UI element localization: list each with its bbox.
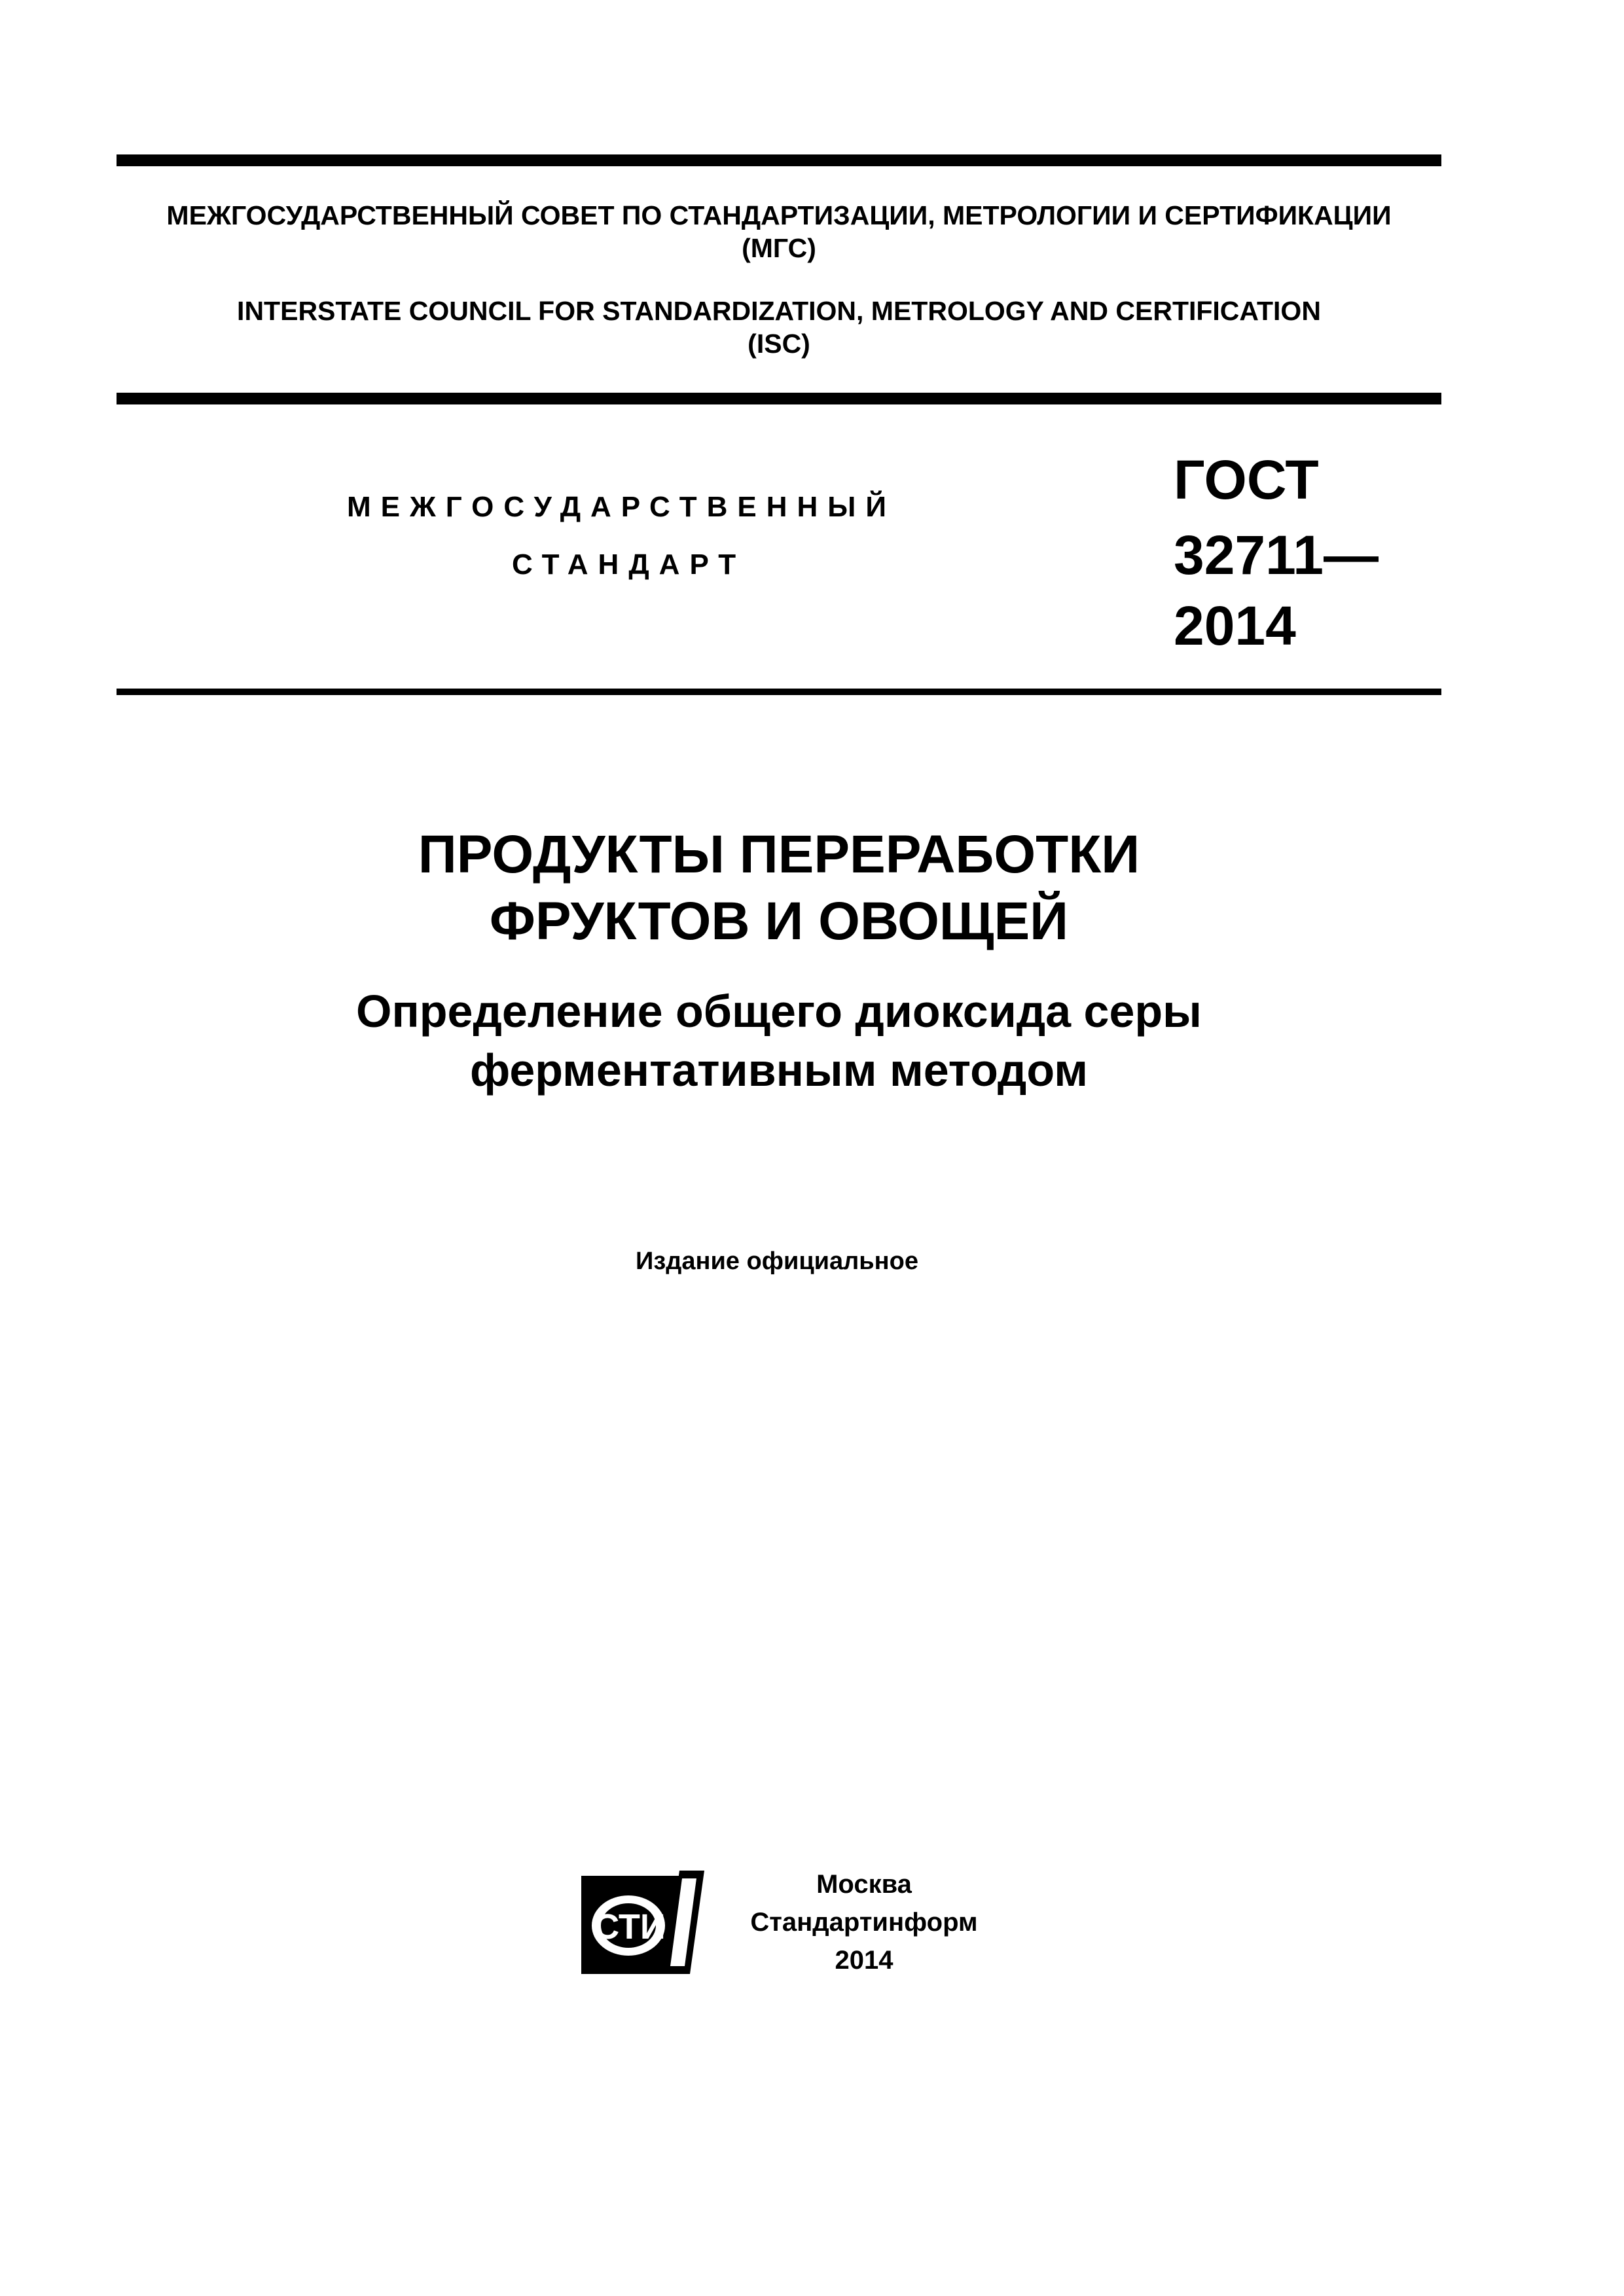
gost-word: ГОСТ <box>1174 449 1319 511</box>
council-abbr-en: (ISC) <box>748 329 810 359</box>
council-name-ru: МЕЖГОСУДАРСТВЕННЫЙ СОВЕТ ПО СТАНДАРТИЗАЦИИ, МЕТРОЛОГИИ И СЕРТИФИКАЦИИ <box>166 200 1392 230</box>
council-abbr-ru: (МГС) <box>742 233 816 263</box>
gost-year: 2014 <box>1174 595 1296 656</box>
title-line2: ФРУКТОВ И ОВОЩЕЙ <box>489 891 1069 951</box>
title-line1: ПРОДУКТЫ ПЕРЕРАБОТКИ <box>418 825 1140 884</box>
standartinform-logo-icon <box>581 1871 704 1974</box>
publisher-name: Стандартинформ <box>750 1908 978 1937</box>
gost-number: 32711— <box>1174 524 1379 586</box>
edition-note: Издание официальное <box>636 1247 918 1275</box>
document-title <box>117 821 1441 955</box>
council-name-en: INTERSTATE COUNCIL FOR STANDARDIZATION, METROLOGY AND CERTIFICATION <box>237 296 1321 326</box>
middle-rule <box>117 393 1441 404</box>
document-subtitle <box>117 982 1441 1100</box>
subtitle-line2: ферментативным методом <box>470 1045 1088 1096</box>
lower-rule <box>117 689 1441 695</box>
publisher-year: 2014 <box>835 1946 893 1975</box>
top-rule <box>117 154 1441 166</box>
subtitle-line1: Определение общего диоксида серы <box>356 986 1202 1037</box>
publisher-block <box>720 1865 1008 1979</box>
svg-text:СТИ: СТИ <box>594 1907 666 1946</box>
publisher-city: Москва <box>816 1870 912 1899</box>
standard-label-line2: СТАНДАРТ <box>512 548 746 581</box>
standard-label-line1: МЕЖГОСУДАРСТВЕННЫЙ <box>347 491 896 523</box>
